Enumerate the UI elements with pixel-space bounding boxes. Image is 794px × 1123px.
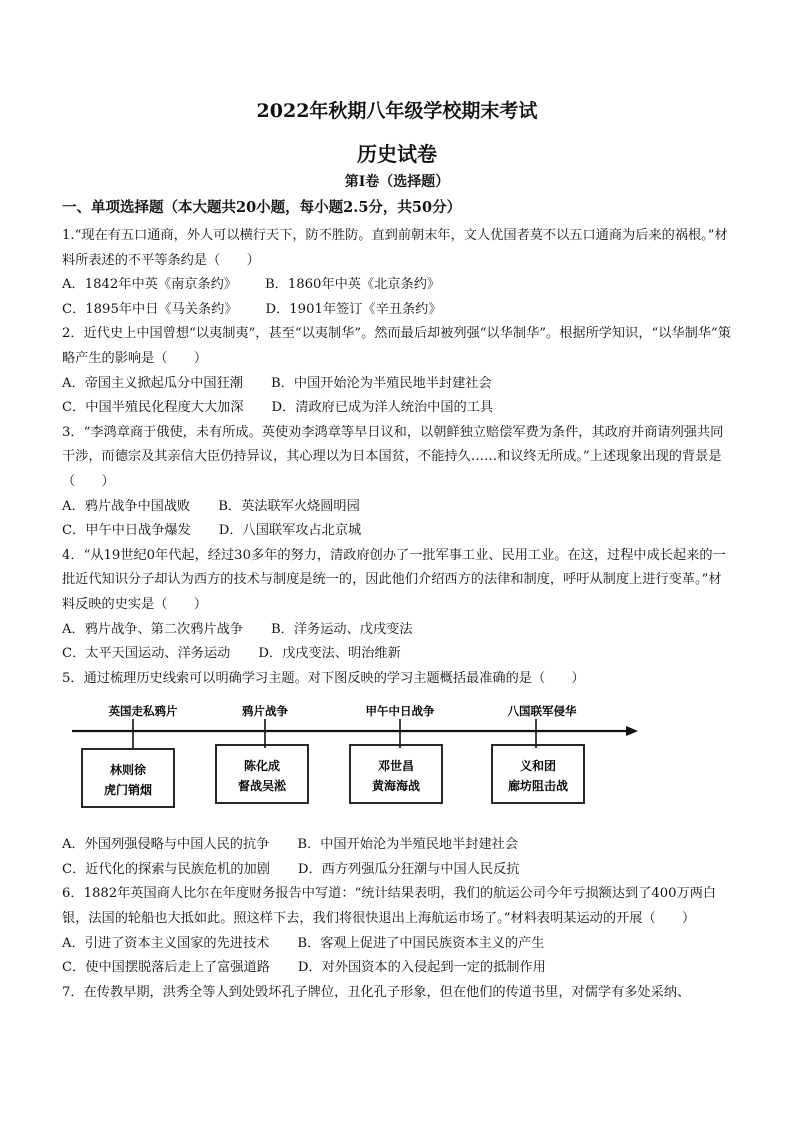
options <box>62 642 732 667</box>
option-a: A．鸦片战争中国战败 <box>62 498 191 514</box>
timeline-box-3 <box>350 745 442 803</box>
box-2-person: 陈化成 <box>243 759 281 774</box>
question-stem: 6．1882年英国商人比尔在年度财务报告中写道：“统计结果表明，我们的航运公司今年亏损额达到了400万两白银，法国的轮船也大抵如此。照这样下去，我们将很快退出上海航运市场了。”材料表明某运动的开展（ ） <box>62 886 717 927</box>
options <box>62 932 732 957</box>
timeline-box-2 <box>216 745 308 803</box>
option-d: D．西方列强瓜分狂潮与中国人民反抗 <box>297 861 520 877</box>
timeline-diagram <box>70 693 650 823</box>
options <box>62 396 732 421</box>
option-b: B．中国开始沦为半殖民地半封建社会 <box>270 375 492 391</box>
part-title: 第Ⅰ卷（选择题） <box>344 174 450 190</box>
question-stem: 7．在传教早期，洪秀全等人到处毁坏孔子牌位，丑化孔子形象，但在他们的传道书里，对儒学有多处采纳、 <box>62 984 691 1000</box>
option-b: B．英法联军火烧圆明园 <box>218 498 360 514</box>
timeline-figure <box>62 693 732 833</box>
question-stem: 5．通过梳理历史线索可以明确学习主题。对下图反映的学习主题概括最准确的是（ ） <box>62 670 585 686</box>
question-6 <box>62 882 732 980</box>
box-3-person: 邓世昌 <box>377 759 415 774</box>
option-b: B．客观上促进了中国民族资本主义的产生 <box>297 935 545 951</box>
options <box>62 618 732 643</box>
question-7 <box>62 981 732 1006</box>
question-list <box>62 224 732 1005</box>
option-a: A．引进了资本主义国家的先进技术 <box>62 935 270 951</box>
option-d: D．1901年签订《辛丑条约》 <box>265 301 442 317</box>
option-b: B．1860年中英《北京条约》 <box>264 277 441 293</box>
options <box>62 519 732 544</box>
options <box>62 858 732 883</box>
option-a: A．帝国主义掀起瓜分中国狂潮 <box>62 375 243 391</box>
question-stem: 1.“现在有五口通商，外人可以横行天下，防不胜防。直到前朝末年，文人优国者莫不以五口通商为后来的祸根。”材料所表述的不平等条约是（ ） <box>62 228 728 268</box>
options <box>62 833 732 858</box>
box-1-event: 虎门销烟 <box>103 783 153 798</box>
subject-title: 历史试卷 <box>357 142 437 166</box>
box-3-event: 黄海海战 <box>371 779 421 794</box>
question-2 <box>62 322 732 420</box>
option-c: C．近代化的探索与民族危机的加剧 <box>62 861 270 877</box>
timeline-event-3: 甲午中日战争 <box>365 704 435 719</box>
question-1 <box>62 224 732 322</box>
option-c: C．使中国摆脱落后走上了富强道路 <box>62 960 270 976</box>
option-a: A．外国列强侵略与中国人民的抗争 <box>62 837 270 853</box>
option-b: B．洋务运动、戊戌变法 <box>270 621 413 637</box>
question-5 <box>62 667 732 883</box>
question-3 <box>62 421 732 544</box>
section-heading: 一、单项选择题（本大题共20小题，每小题2.5分，共50分） <box>62 199 462 216</box>
option-c: C．甲午中日战争爆发 <box>62 523 191 539</box>
options <box>62 956 732 981</box>
option-d: D．清政府已成为洋人统治中国的工具 <box>271 400 494 416</box>
exam-title: 2022年秋期八年级学校期末考试 <box>256 100 538 122</box>
option-c: C．1895年中日《马关条约》 <box>62 301 238 317</box>
box-4-event: 廊坊阻击战 <box>507 779 569 794</box>
option-d: D．八国联军攻占北京城 <box>218 523 362 539</box>
timeline-box-4 <box>492 745 584 803</box>
options <box>62 298 732 323</box>
option-b: B．中国开始沦为半殖民地半封建社会 <box>297 837 519 853</box>
box-2-event: 督战吴淞 <box>237 779 287 794</box>
timeline-arrow-icon <box>626 726 638 736</box>
options <box>62 372 732 397</box>
timeline-event-2: 鸦片战争 <box>242 704 288 719</box>
option-a: A．1842年中英《南京条约》 <box>62 277 237 293</box>
options <box>62 495 732 520</box>
box-4-person: 义和团 <box>519 759 557 774</box>
question-4 <box>62 544 732 667</box>
timeline-event-1: 英国走私鸦片 <box>108 704 178 719</box>
question-stem: 4．“从19世纪0年代起，经过30多年的努力，清政府创办了一批军事工业、民用工业。在这，过程中成长起来的一批近代知识分子却认为西方的技术与制度是统一的，因此他们介绍西方的法律和制度，呼吁从制度上进行变革。”材料反映的史实是（ ） <box>62 547 726 612</box>
timeline-event-4: 八国联军侵华 <box>507 704 577 719</box>
option-d: D．对外国资本的入侵起到一定的抵制作用 <box>297 960 546 976</box>
option-c: C．中国半殖民化程度大大加深 <box>62 400 244 416</box>
box-1-person: 林则徐 <box>109 763 147 778</box>
options <box>62 273 732 298</box>
option-c: C．太平天国运动、洋务运动 <box>62 646 231 662</box>
option-d: D．戊戌变法、明治维新 <box>258 646 401 662</box>
timeline-box-1 <box>82 749 174 807</box>
option-a: A．鸦片战争、第二次鸦片战争 <box>62 621 243 637</box>
question-stem: 3．“李鸿章商于俄使，未有所成。英使劝李鸿章等早日议和，以朝鲜独立赔偿军费为条件，其政府并商请列强共同干涉，而德宗及其亲信大臣仍持异议，其心理以为日本国贫，不能持久……和议终无所成。”上述现象出现的背景是（ ） <box>62 424 724 489</box>
question-stem: 2．近代史上中国曾想“以夷制夷”，甚至“以夷制华”。然而最后却被列强“以华制华”。根据所学知识，“以华制华”策略产生的影响是（ ） <box>62 326 731 366</box>
